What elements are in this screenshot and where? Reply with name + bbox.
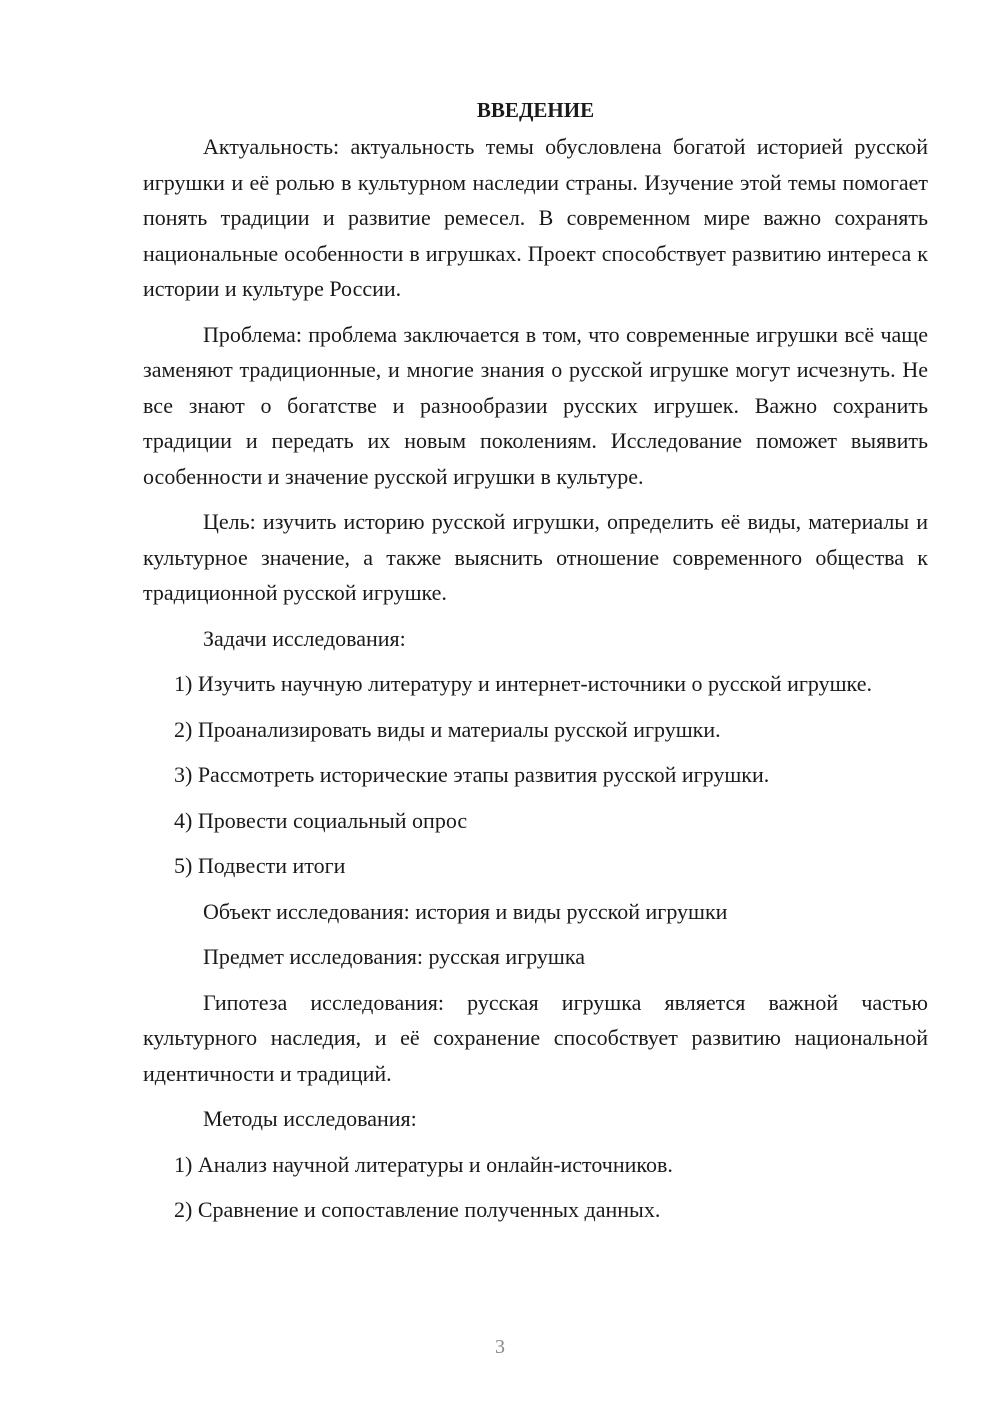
- methods-heading: Методы исследования:: [203, 1106, 417, 1131]
- document-page: [143, 95, 928, 1238]
- method-item-1: 1) Анализ научной литературы и онлайн-источников.: [174, 1151, 673, 1177]
- task-item-2: 2) Проанализировать виды и материалы русской игрушки.: [174, 716, 721, 742]
- subject-paragraph: Предмет исследования: русская игрушка: [203, 944, 585, 969]
- goal-paragraph: Цель: изучить историю русской игрушки, определить её виды, материалы и культурное значение, а также выяснить отношение современного общества к традиционной русской игрушке.: [143, 509, 928, 605]
- hypothesis-paragraph: Гипотеза исследования: русская игрушка является важной частью культурного наследия, и её сохранение способствует развитию национальной идентичности и традиций.: [143, 989, 928, 1086]
- task-item-1: 1) Изучить научную литературу и интернет-источники о русской игрушке.: [174, 671, 872, 696]
- tasks-heading: Задачи исследования:: [203, 625, 406, 651]
- object-paragraph: Объект исследования: история и виды русской игрушки: [203, 898, 728, 924]
- page-title: ВВЕДЕНИЕ: [476, 98, 595, 122]
- problem-paragraph: Проблема: проблема заключается в том, что современные игрушки всё чаще заменяют традиционные, и многие знания о русской игрушке могут исчезнуть. Не все знают о богатстве и разнообразии русских игрушек. Важно сохранить традиции и передать их новым поколениям. Исследование поможет выявить особенности и значение русской игрушки в культуре.: [143, 321, 928, 489]
- task-item-3: 3) Рассмотреть исторические этапы развития русской игрушки.: [174, 762, 770, 787]
- task-item-5: 5) Подвести итоги: [174, 853, 346, 878]
- method-item-2: 2) Сравнение и сопоставление полученных данных.: [174, 1197, 661, 1222]
- relevance-paragraph: Актуальность: актуальность темы обусловлена богатой историей русской игрушки и её ролью в культурном наследии страны. Изучение этой темы помогает понять традиции и развитие ремесел. В современном мире важно сохранять национальные особенности в игрушках. Проект способствует развитию интереса к истории и культуре России.: [143, 134, 928, 301]
- task-item-4: 4) Провести социальный опрос: [174, 807, 468, 833]
- page-number: 3: [495, 1336, 505, 1358]
